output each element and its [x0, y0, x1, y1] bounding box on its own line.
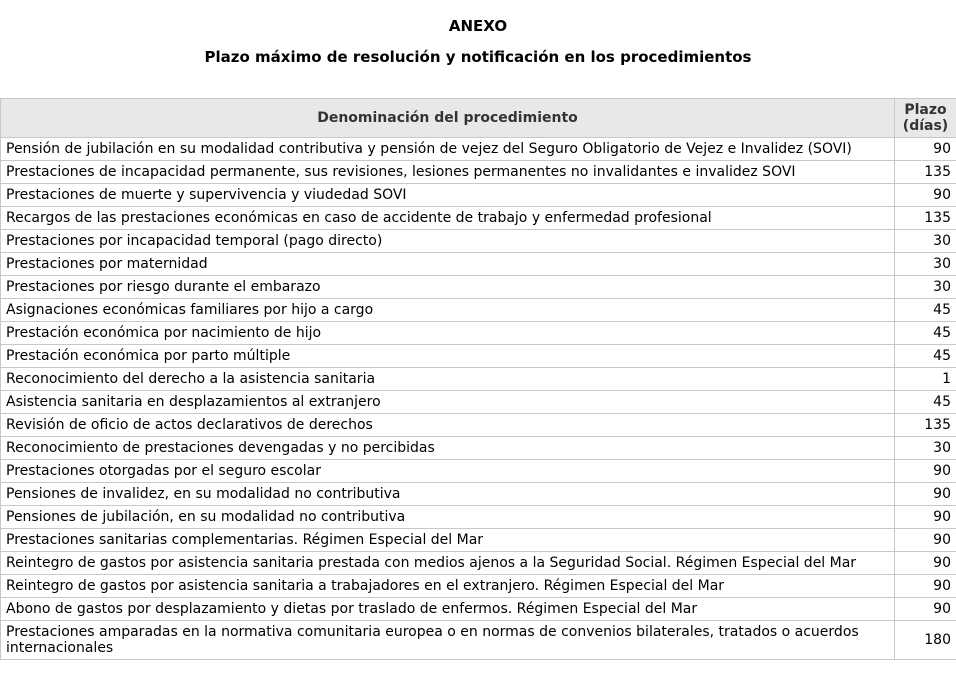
procedure-name: Reintegro de gastos por asistencia sanitaria prestada con medios ajenos a la Seguridad Social. Régimen Especial del Mar [1, 552, 895, 575]
procedure-name: Revisión de oficio de actos declarativos de derechos [1, 414, 895, 437]
procedure-days: 45 [895, 391, 956, 414]
table-row [1, 529, 956, 552]
procedure-name: Prestaciones sanitarias complementarias. Régimen Especial del Mar [1, 529, 895, 552]
table-row [1, 552, 956, 575]
procedure-days: 30 [895, 437, 956, 460]
procedure-days: 90 [895, 506, 956, 529]
table-row [1, 276, 956, 299]
procedures-table [0, 98, 956, 660]
table-row [1, 575, 956, 598]
table-row [1, 299, 956, 322]
procedure-days: 90 [895, 552, 956, 575]
page-subtitle: Plazo máximo de resolución y notificación en los procedimientos [204, 48, 752, 66]
procedure-name: Prestaciones por incapacidad temporal (pago directo) [1, 230, 895, 253]
table-body [1, 138, 956, 660]
procedure-name: Prestación económica por parto múltiple [1, 345, 895, 368]
procedure-name: Prestaciones por riesgo durante el embarazo [1, 276, 895, 299]
table-row [1, 207, 956, 230]
procedure-name: Prestaciones otorgadas por el seguro escolar [1, 460, 895, 483]
table-row [1, 391, 956, 414]
table-row [1, 184, 956, 207]
table-header-row [1, 99, 956, 138]
procedure-days: 90 [895, 460, 956, 483]
table-row [1, 322, 956, 345]
column-header-plazo-line1: Plazo [904, 102, 947, 118]
procedure-name: Pensiones de invalidez, en su modalidad no contributiva [1, 483, 895, 506]
procedure-name: Reintegro de gastos por asistencia sanitaria a trabajadores en el extranjero. Régimen Especial del Mar [1, 575, 895, 598]
page-title: ANEXO [448, 17, 508, 35]
column-header-name: Denominación del procedimiento [1, 99, 895, 138]
procedure-name: Abono de gastos por desplazamiento y dietas por traslado de enfermos. Régimen Especial del Mar [1, 598, 895, 621]
procedure-name: Pensión de jubilación en su modalidad contributiva y pensión de vejez del Seguro Obligatorio de Vejez e Invalidez (SOVI) [1, 138, 895, 161]
procedure-name: Asignaciones económicas familiares por hijo a cargo [1, 299, 895, 322]
table-row [1, 161, 956, 184]
procedure-days: 30 [895, 276, 956, 299]
procedure-days: 90 [895, 575, 956, 598]
procedure-days: 45 [895, 322, 956, 345]
procedure-name: Prestaciones de incapacidad permanente, sus revisiones, lesiones permanentes no invalidantes e invalidez SOVI [1, 161, 895, 184]
procedure-days: 30 [895, 253, 956, 276]
table-row [1, 621, 956, 660]
procedure-days: 90 [895, 138, 956, 161]
table-row [1, 230, 956, 253]
procedure-name: Asistencia sanitaria en desplazamientos al extranjero [1, 391, 895, 414]
procedure-name: Prestaciones amparadas en la normativa comunitaria europea o en normas de convenios bilaterales, tratados o acuerdos internacionales [1, 621, 895, 660]
table-row [1, 483, 956, 506]
procedure-days: 90 [895, 598, 956, 621]
table-row [1, 460, 956, 483]
procedure-days: 90 [895, 529, 956, 552]
procedure-days: 90 [895, 184, 956, 207]
table-row [1, 598, 956, 621]
column-header-plazo-line2: (días) [902, 118, 949, 134]
procedure-days: 135 [895, 414, 956, 437]
procedure-days: 45 [895, 345, 956, 368]
procedure-name: Prestación económica por nacimiento de hijo [1, 322, 895, 345]
procedure-days: 1 [895, 368, 956, 391]
table-row [1, 437, 956, 460]
procedure-name: Prestaciones de muerte y supervivencia y viudedad SOVI [1, 184, 895, 207]
table-row [1, 414, 956, 437]
procedure-name: Reconocimiento de prestaciones devengadas y no percibidas [1, 437, 895, 460]
procedure-name: Pensiones de jubilación, en su modalidad no contributiva [1, 506, 895, 529]
procedure-name: Reconocimiento del derecho a la asistencia sanitaria [1, 368, 895, 391]
table-row [1, 253, 956, 276]
table-row [1, 345, 956, 368]
procedure-name: Recargos de las prestaciones económicas en caso de accidente de trabajo y enfermedad profesional [1, 207, 895, 230]
table-row [1, 368, 956, 391]
procedure-days: 45 [895, 299, 956, 322]
table-row [1, 138, 956, 161]
procedure-days: 135 [895, 207, 956, 230]
procedure-days: 135 [895, 161, 956, 184]
procedure-days: 30 [895, 230, 956, 253]
column-header-plazo [895, 99, 956, 138]
procedure-name: Prestaciones por maternidad [1, 253, 895, 276]
table-row [1, 506, 956, 529]
procedure-days: 180 [895, 621, 956, 660]
procedure-days: 90 [895, 483, 956, 506]
